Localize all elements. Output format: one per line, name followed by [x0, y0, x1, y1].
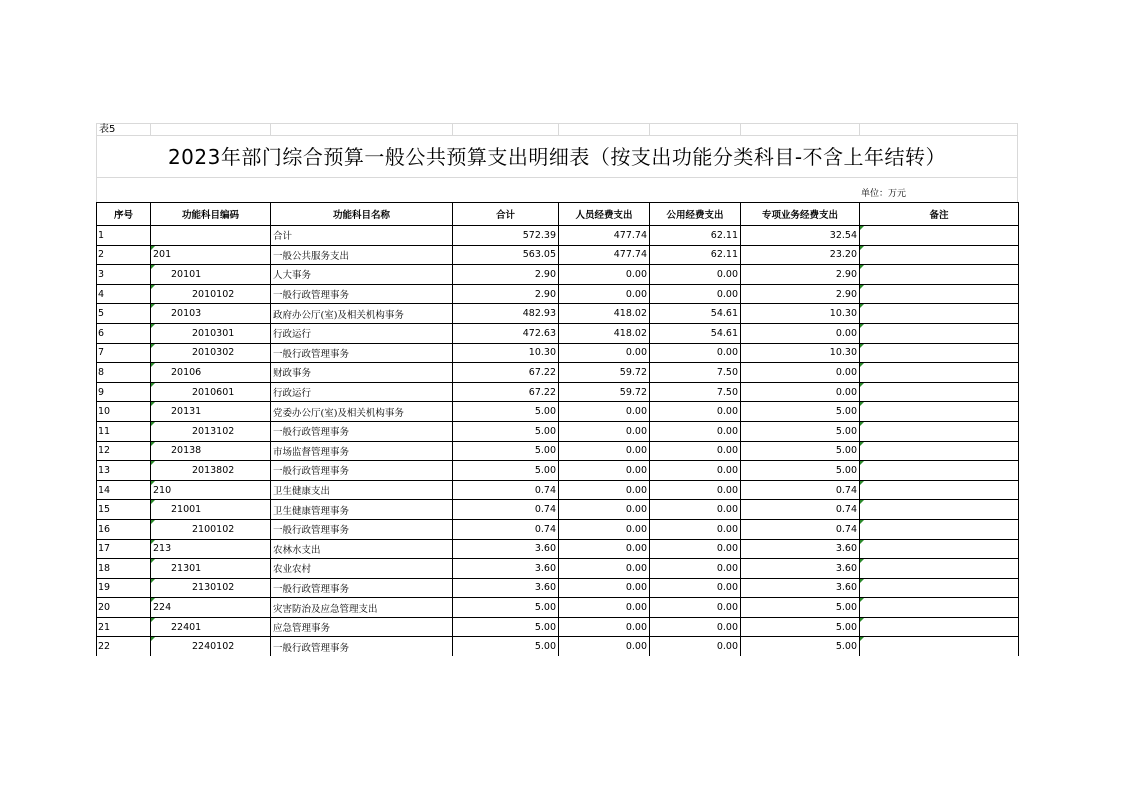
text-number-marker-icon	[860, 422, 864, 426]
cell-code-text: 201	[153, 249, 172, 261]
cell-special: 5.00	[741, 461, 860, 481]
cell-personnel: 0.00	[559, 559, 650, 579]
cell-public: 0.00	[650, 421, 741, 441]
text-number-marker-icon	[860, 618, 864, 622]
cell-public: 62.11	[650, 226, 741, 246]
cell-special: 23.20	[741, 245, 860, 265]
cell-code	[151, 402, 271, 422]
cell-special: 10.30	[741, 304, 860, 324]
table-row	[97, 323, 1019, 343]
table-row	[97, 637, 1019, 656]
cell-total: 0.74	[453, 480, 559, 500]
table-row	[97, 598, 1019, 618]
cell-code-text: 20101	[171, 268, 202, 280]
text-number-marker-icon	[151, 422, 155, 426]
cell-seq: 21	[97, 617, 151, 637]
cell-personnel: 418.02	[559, 323, 650, 343]
cell-name: 党委办公厅(室)及相关机构事务	[271, 402, 453, 422]
cell-name: 一般行政管理事务	[271, 637, 453, 656]
text-number-marker-icon	[860, 246, 864, 250]
text-number-marker-icon	[151, 500, 155, 504]
table-row	[97, 441, 1019, 461]
cell-code	[151, 304, 271, 324]
table-row	[97, 461, 1019, 481]
budget-table	[96, 202, 1019, 656]
cell-personnel: 0.00	[559, 598, 650, 618]
cell-code	[151, 441, 271, 461]
cell-code	[151, 265, 271, 285]
table-row	[97, 617, 1019, 637]
cell-total: 472.63	[453, 323, 559, 343]
cell-name: 财政事务	[271, 363, 453, 383]
cell-public: 0.00	[650, 539, 741, 559]
text-number-marker-icon	[860, 363, 864, 367]
cell-note	[860, 245, 1019, 265]
cell-public: 0.00	[650, 480, 741, 500]
cell-note	[860, 500, 1019, 520]
cell-code	[151, 617, 271, 637]
cell-code	[151, 343, 271, 363]
cell-seq: 14	[97, 480, 151, 500]
table-row	[97, 284, 1019, 304]
cell-seq: 10	[97, 402, 151, 422]
cell-code-text: 2013802	[192, 464, 235, 476]
cell-code-text: 2100102	[192, 523, 235, 535]
cell-personnel: 0.00	[559, 265, 650, 285]
cell-special: 0.00	[741, 323, 860, 343]
text-number-marker-icon	[151, 304, 155, 308]
cell-code-text: 224	[153, 602, 172, 614]
cell-total: 5.00	[453, 637, 559, 656]
text-number-marker-icon	[151, 442, 155, 446]
cell-code	[151, 323, 271, 343]
text-number-marker-icon	[860, 265, 864, 269]
cell-public: 54.61	[650, 323, 741, 343]
text-number-marker-icon	[151, 246, 155, 250]
cell-name: 一般行政管理事务	[271, 343, 453, 363]
cell-total: 67.22	[453, 363, 559, 383]
cell-seq: 12	[97, 441, 151, 461]
cell-total: 5.00	[453, 461, 559, 481]
cell-seq: 20	[97, 598, 151, 618]
cell-special: 3.60	[741, 578, 860, 598]
cell-code	[151, 559, 271, 579]
cell-note	[860, 480, 1019, 500]
cell-total: 5.00	[453, 598, 559, 618]
cell-public: 0.00	[650, 284, 741, 304]
cell-code-text: 2240102	[192, 641, 235, 653]
cell-note	[860, 519, 1019, 539]
text-number-marker-icon	[151, 520, 155, 524]
cell-seq: 18	[97, 559, 151, 579]
cell-code	[151, 382, 271, 402]
table-row	[97, 559, 1019, 579]
cell-special: 0.74	[741, 519, 860, 539]
text-number-marker-icon	[151, 461, 155, 465]
title-row	[96, 135, 1018, 177]
cell-code-text: 21001	[171, 504, 202, 516]
cell-note	[860, 284, 1019, 304]
cell-name: 市场监督管理事务	[271, 441, 453, 461]
cell-note	[860, 578, 1019, 598]
cell-total: 2.90	[453, 265, 559, 285]
cell-seq: 7	[97, 343, 151, 363]
col-header-code: 功能科目编码	[151, 203, 271, 226]
table-row	[97, 363, 1019, 383]
text-number-marker-icon	[860, 598, 864, 602]
cell-code-text: 213	[153, 543, 172, 555]
sheet-label: 表5	[99, 124, 116, 135]
cell-note	[860, 265, 1019, 285]
cell-special: 0.00	[741, 363, 860, 383]
cell-personnel: 0.00	[559, 519, 650, 539]
cell-name: 合计	[271, 226, 453, 246]
cell-public: 62.11	[650, 245, 741, 265]
cell-public: 0.00	[650, 617, 741, 637]
cell-public: 0.00	[650, 598, 741, 618]
text-number-marker-icon	[860, 559, 864, 563]
cell-name: 一般公共服务支出	[271, 245, 453, 265]
cell-seq: 9	[97, 382, 151, 402]
cell-personnel: 0.00	[559, 617, 650, 637]
cell-special: 2.90	[741, 284, 860, 304]
table-row	[97, 402, 1019, 422]
col-header-public: 公用经费支出	[650, 203, 741, 226]
cell-special: 0.74	[741, 500, 860, 520]
cell-personnel: 59.72	[559, 363, 650, 383]
cell-code-text: 2010301	[192, 327, 235, 339]
text-number-marker-icon	[860, 579, 864, 583]
table-body	[97, 226, 1019, 657]
cell-code	[151, 519, 271, 539]
text-number-marker-icon	[860, 461, 864, 465]
table-row	[97, 343, 1019, 363]
cell-name: 人大事务	[271, 265, 453, 285]
cell-special: 3.60	[741, 539, 860, 559]
cell-public: 0.00	[650, 265, 741, 285]
cell-seq: 15	[97, 500, 151, 520]
cell-seq: 17	[97, 539, 151, 559]
text-number-marker-icon	[860, 226, 864, 230]
cell-code-text: 2010302	[192, 347, 235, 359]
cell-code-text: 20103	[171, 308, 202, 320]
cell-code	[151, 461, 271, 481]
cell-personnel: 0.00	[559, 441, 650, 461]
cell-code	[151, 598, 271, 618]
cell-name: 一般行政管理事务	[271, 461, 453, 481]
cell-special: 10.30	[741, 343, 860, 363]
cell-total: 5.00	[453, 617, 559, 637]
cell-public: 0.00	[650, 559, 741, 579]
cell-code	[151, 363, 271, 383]
cell-public: 54.61	[650, 304, 741, 324]
text-number-marker-icon	[860, 481, 864, 485]
cell-personnel: 418.02	[559, 304, 650, 324]
text-number-marker-icon	[151, 481, 155, 485]
cell-public: 0.00	[650, 402, 741, 422]
text-number-marker-icon	[151, 598, 155, 602]
cell-public: 0.00	[650, 578, 741, 598]
text-number-marker-icon	[151, 265, 155, 269]
cell-name: 农林水支出	[271, 539, 453, 559]
cell-total: 3.60	[453, 559, 559, 579]
table-row	[97, 226, 1019, 246]
cell-code	[151, 539, 271, 559]
cell-public: 0.00	[650, 500, 741, 520]
cell-name: 行政运行	[271, 323, 453, 343]
cell-note	[860, 421, 1019, 441]
unit-row	[96, 189, 1018, 202]
table-row	[97, 421, 1019, 441]
cell-name: 灾害防治及应急管理支出	[271, 598, 453, 618]
cell-name: 卫生健康支出	[271, 480, 453, 500]
cell-special: 32.54	[741, 226, 860, 246]
cell-total: 3.60	[453, 539, 559, 559]
cell-seq: 3	[97, 265, 151, 285]
text-number-marker-icon	[151, 559, 155, 563]
cell-personnel: 59.72	[559, 382, 650, 402]
cell-note	[860, 343, 1019, 363]
cell-seq: 2	[97, 245, 151, 265]
cell-code-text: 20106	[171, 366, 202, 378]
cell-public: 0.00	[650, 637, 741, 656]
cell-note	[860, 461, 1019, 481]
cell-public: 0.00	[650, 441, 741, 461]
text-number-marker-icon	[151, 637, 155, 641]
cell-seq: 16	[97, 519, 151, 539]
cell-special: 3.60	[741, 559, 860, 579]
text-number-marker-icon	[860, 637, 864, 641]
cell-code	[151, 500, 271, 520]
sheet-label-row	[96, 123, 1018, 135]
text-number-marker-icon	[151, 540, 155, 544]
cell-seq: 11	[97, 421, 151, 441]
budget-sheet	[96, 123, 1018, 656]
cell-note	[860, 637, 1019, 656]
text-number-marker-icon	[860, 402, 864, 406]
cell-name: 行政运行	[271, 382, 453, 402]
cell-seq: 5	[97, 304, 151, 324]
cell-code-text: 21301	[171, 562, 202, 574]
cell-special: 5.00	[741, 617, 860, 637]
cell-code-text: 20138	[171, 445, 202, 457]
cell-total: 0.74	[453, 519, 559, 539]
cell-personnel: 0.00	[559, 421, 650, 441]
cell-seq: 19	[97, 578, 151, 598]
col-header-personnel: 人员经费支出	[559, 203, 650, 226]
text-number-marker-icon	[860, 304, 864, 308]
cell-code-text: 2130102	[192, 582, 235, 594]
cell-code-text: 20131	[171, 406, 202, 418]
cell-name: 一般行政管理事务	[271, 519, 453, 539]
cell-note	[860, 559, 1019, 579]
cell-public: 0.00	[650, 519, 741, 539]
cell-note	[860, 598, 1019, 618]
cell-code-text: 210	[153, 484, 172, 496]
cell-note	[860, 323, 1019, 343]
cell-total: 572.39	[453, 226, 559, 246]
page-title: 2023年部门综合预算一般公共预算支出明细表（按支出功能分类科目-不含上年结转）	[167, 145, 947, 169]
cell-note	[860, 226, 1019, 246]
text-number-marker-icon	[151, 344, 155, 348]
cell-note	[860, 382, 1019, 402]
text-number-marker-icon	[151, 618, 155, 622]
cell-public: 0.00	[650, 461, 741, 481]
table-row	[97, 519, 1019, 539]
cell-seq: 4	[97, 284, 151, 304]
cell-personnel: 0.00	[559, 284, 650, 304]
table-row	[97, 539, 1019, 559]
cell-personnel: 0.00	[559, 480, 650, 500]
cell-code-text: 2010102	[192, 288, 235, 300]
text-number-marker-icon	[151, 363, 155, 367]
cell-name: 应急管理事务	[271, 617, 453, 637]
cell-seq: 6	[97, 323, 151, 343]
cell-personnel: 0.00	[559, 461, 650, 481]
text-number-marker-icon	[151, 324, 155, 328]
unit-label: 单位：万元	[861, 189, 907, 199]
table-row	[97, 382, 1019, 402]
text-number-marker-icon	[860, 324, 864, 328]
cell-note	[860, 402, 1019, 422]
text-number-marker-icon	[151, 285, 155, 289]
cell-special: 0.00	[741, 382, 860, 402]
cell-name: 农业农村	[271, 559, 453, 579]
cell-personnel: 477.74	[559, 226, 650, 246]
col-header-special: 专项业务经费支出	[741, 203, 860, 226]
cell-note	[860, 363, 1019, 383]
cell-personnel: 477.74	[559, 245, 650, 265]
cell-name: 卫生健康管理事务	[271, 500, 453, 520]
table-row	[97, 265, 1019, 285]
table-row	[97, 500, 1019, 520]
cell-total: 482.93	[453, 304, 559, 324]
cell-total: 67.22	[453, 382, 559, 402]
col-header-note: 备注	[860, 203, 1019, 226]
cell-special: 5.00	[741, 637, 860, 656]
cell-total: 2.90	[453, 284, 559, 304]
cell-total: 10.30	[453, 343, 559, 363]
cell-public: 7.50	[650, 382, 741, 402]
cell-code-text: 22401	[171, 621, 202, 633]
text-number-marker-icon	[860, 344, 864, 348]
cell-name: 一般行政管理事务	[271, 284, 453, 304]
cell-code	[151, 284, 271, 304]
cell-code	[151, 245, 271, 265]
cell-seq: 22	[97, 637, 151, 656]
cell-code-text: 2013102	[192, 425, 235, 437]
table-row	[97, 304, 1019, 324]
cell-special: 5.00	[741, 598, 860, 618]
cell-special: 5.00	[741, 421, 860, 441]
cell-public: 0.00	[650, 343, 741, 363]
cell-name: 一般行政管理事务	[271, 578, 453, 598]
cell-total: 563.05	[453, 245, 559, 265]
cell-personnel: 0.00	[559, 500, 650, 520]
table-header-row	[97, 203, 1019, 226]
cell-public: 7.50	[650, 363, 741, 383]
cell-seq: 8	[97, 363, 151, 383]
cell-personnel: 0.00	[559, 402, 650, 422]
cell-personnel: 0.00	[559, 539, 650, 559]
text-number-marker-icon	[151, 402, 155, 406]
cell-note	[860, 304, 1019, 324]
cell-total: 5.00	[453, 421, 559, 441]
cell-special: 5.00	[741, 441, 860, 461]
text-number-marker-icon	[860, 520, 864, 524]
cell-name: 政府办公厅(室)及相关机构事务	[271, 304, 453, 324]
cell-name: 一般行政管理事务	[271, 421, 453, 441]
text-number-marker-icon	[151, 383, 155, 387]
text-number-marker-icon	[860, 540, 864, 544]
col-header-total: 合计	[453, 203, 559, 226]
text-number-marker-icon	[151, 579, 155, 583]
text-number-marker-icon	[860, 500, 864, 504]
text-number-marker-icon	[860, 442, 864, 446]
cell-note	[860, 539, 1019, 559]
cell-special: 0.74	[741, 480, 860, 500]
text-number-marker-icon	[860, 383, 864, 387]
cell-note	[860, 441, 1019, 461]
cell-personnel: 0.00	[559, 637, 650, 656]
cell-total: 5.00	[453, 441, 559, 461]
cell-special: 5.00	[741, 402, 860, 422]
cell-code-text: 2010601	[192, 386, 235, 398]
cell-note	[860, 617, 1019, 637]
cell-personnel: 0.00	[559, 343, 650, 363]
col-header-seq: 序号	[97, 203, 151, 226]
cell-code	[151, 637, 271, 656]
table-row	[97, 480, 1019, 500]
text-number-marker-icon	[860, 285, 864, 289]
cell-code	[151, 480, 271, 500]
table-row	[97, 245, 1019, 265]
cell-seq: 1	[97, 226, 151, 246]
cell-code	[151, 421, 271, 441]
cell-personnel: 0.00	[559, 578, 650, 598]
col-header-name: 功能科目名称	[271, 203, 453, 226]
cell-code	[151, 578, 271, 598]
cell-special: 2.90	[741, 265, 860, 285]
table-row	[97, 578, 1019, 598]
cell-total: 0.74	[453, 500, 559, 520]
cell-total: 3.60	[453, 578, 559, 598]
cell-code	[151, 226, 271, 246]
cell-seq: 13	[97, 461, 151, 481]
cell-total: 5.00	[453, 402, 559, 422]
